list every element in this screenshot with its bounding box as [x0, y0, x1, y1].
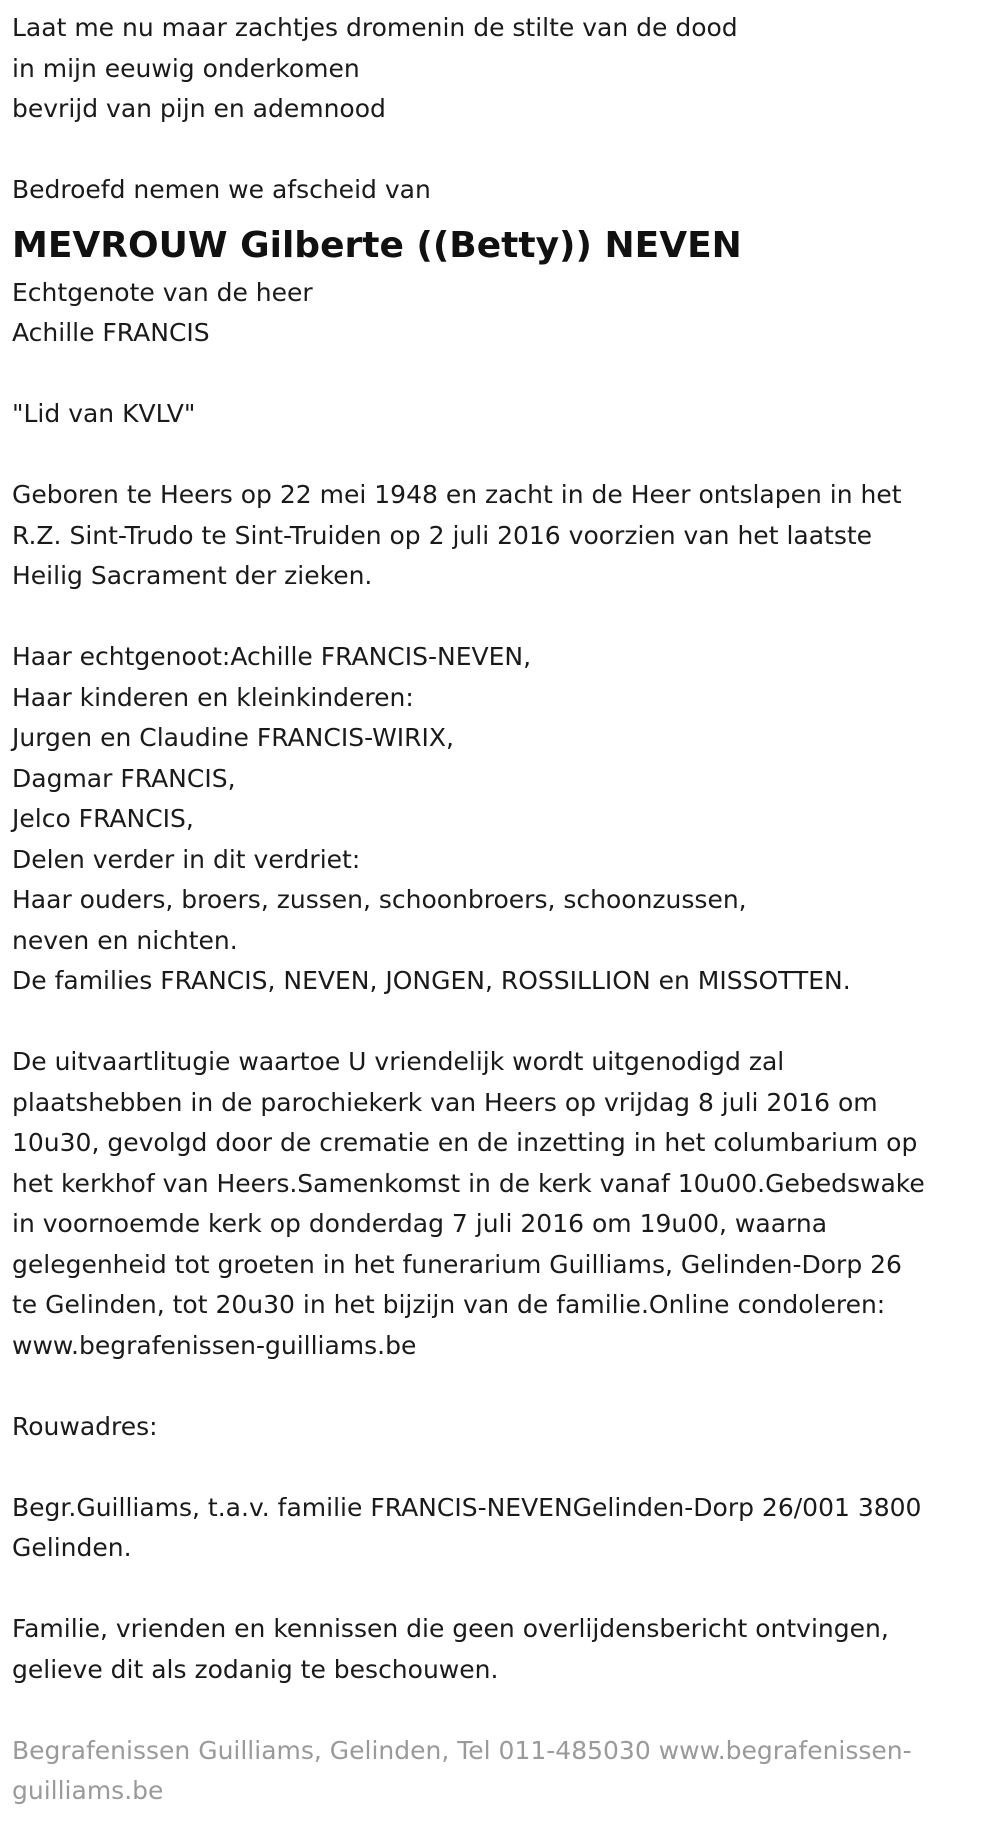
paragraph-line: het kerkhof van Heers.Samenkomst in de kerk vanaf 10u00.Gebedswake: [12, 1168, 925, 1198]
deceased-name: MEVROUW Gilberte ((Betty)) NEVEN: [12, 224, 742, 266]
poem-line: in mijn eeuwig onderkomen: [12, 53, 360, 83]
family-line: Dagmar FRANCIS,: [12, 763, 236, 793]
family-line: Delen verder in dit verdriet:: [12, 844, 361, 874]
spouse-line: Achille FRANCIS: [12, 318, 210, 347]
footer-line: Begrafenissen Guilliams, Gelinden, Tel 011-485030 www.begrafenissen-: [12, 1735, 912, 1765]
address-block: [12, 1488, 988, 1569]
family-line: Haar kinderen en kleinkinderen:: [12, 682, 414, 712]
intro-text: Bedroefd nemen we afscheid van: [12, 175, 431, 204]
address-line: Begr.Guilliams, t.a.v. familie FRANCIS-NEVENGelinden-Dorp 26/001 3800: [12, 1492, 922, 1522]
paragraph-line: De uitvaartlitugie waartoe U vriendelijk wordt uitgenodigd zal: [12, 1047, 785, 1076]
family-line: Jelco FRANCIS,: [12, 804, 194, 833]
footer-line: guilliams.be: [12, 1776, 164, 1805]
paragraph-line: gelegenheid tot groeten in het funerarium Guilliams, Gelinden-Dorp 26: [12, 1249, 902, 1279]
poem: [12, 8, 988, 130]
family-line: Haar ouders, broers, zussen, schoonbroers, schoonzussen,: [12, 885, 747, 914]
family-list: [12, 637, 988, 1002]
notice-paragraph: [12, 1609, 988, 1690]
membership: "Lid van KVLV": [12, 399, 196, 428]
address-line: Gelinden.: [12, 1533, 132, 1562]
birth-death-paragraph: [12, 475, 988, 597]
poem-line: bevrijd van pijn en ademnood: [12, 94, 386, 123]
funeral-paragraph: [12, 1042, 988, 1366]
poem-line: Laat me nu maar zachtjes dromenin de stilte van de dood: [12, 13, 738, 42]
footer-credit: [12, 1731, 988, 1812]
spouse-info: [12, 273, 988, 354]
family-line: De families FRANCIS, NEVEN, JONGEN, ROSSILLION en MISSOTTEN.: [12, 966, 851, 995]
paragraph-line: plaatshebben in de parochiekerk van Heers op vrijdag 8 juli 2016 om: [12, 1087, 878, 1117]
website-link[interactable]: www.begrafenissen-guilliams.be: [12, 1330, 417, 1360]
address-label: Rouwadres:: [12, 1411, 158, 1441]
family-line: Haar echtgenoot:Achille FRANCIS-NEVEN,: [12, 642, 532, 671]
family-line: neven en nichten.: [12, 925, 238, 955]
paragraph-line: R.Z. Sint-Trudo te Sint-Truiden op 2 juli 2016 voorzien van het laatste: [12, 520, 873, 550]
paragraph-line: Heilig Sacrament der zieken.: [12, 561, 373, 590]
paragraph-line: te Gelinden, tot 20u30 in het bijzijn van de familie.Online condoleren:: [12, 1290, 886, 1319]
family-line: Jurgen en Claudine FRANCIS-WIRIX,: [12, 723, 454, 752]
paragraph-line: Geboren te Heers op 22 mei 1948 en zacht in de Heer ontslapen in het: [12, 480, 902, 509]
paragraph-line: 10u30, gevolgd door de crematie en de inzetting in het columbarium op: [12, 1128, 918, 1157]
notice-line: Familie, vrienden en kennissen die geen overlijdensbericht ontvingen,: [12, 1614, 889, 1643]
spouse-line: Echtgenote van de heer: [12, 277, 313, 307]
paragraph-line: in voornoemde kerk op donderdag 7 juli 2016 om 19u00, waarna: [12, 1209, 828, 1238]
notice-line: gelieve dit als zodanig te beschouwen.: [12, 1654, 499, 1684]
